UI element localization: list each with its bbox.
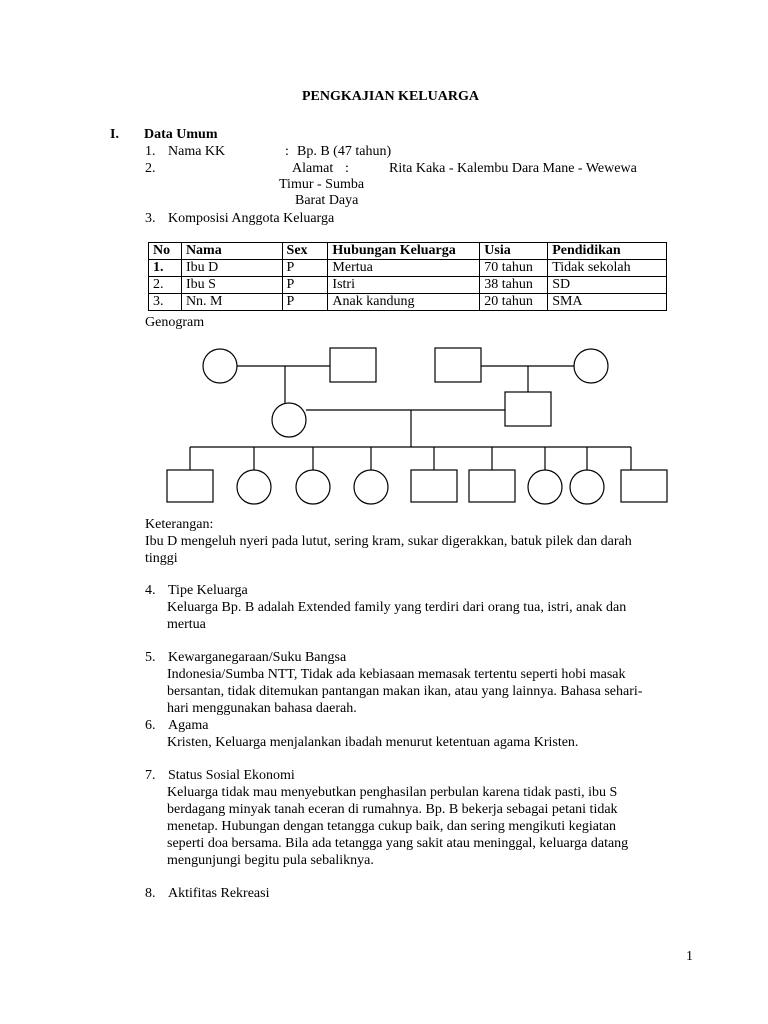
table-cell: 3. — [149, 294, 182, 311]
table-row — [149, 294, 667, 311]
table-header-row — [149, 243, 667, 260]
paragraph-line: hari menggunakan bahasa daerah. — [167, 701, 357, 716]
page-number: 1 — [686, 949, 693, 964]
paragraph-line: Indonesia/Sumba NTT, Tidak ada kebiasaan memasak tertentu seperti hobi masak — [167, 667, 626, 682]
section-number: I. — [110, 127, 119, 142]
child-male-symbol — [411, 470, 457, 502]
page-title: PENGKAJIAN KELUARGA — [302, 89, 479, 104]
paragraph-line: mengunjungi begitu pula sebaliknya. — [167, 853, 374, 868]
child-female-symbol — [354, 470, 388, 504]
section-heading-tipe-keluarga: Tipe Keluarga — [168, 583, 248, 598]
family-composition-table — [148, 242, 667, 311]
item-number: 3. — [145, 211, 156, 226]
table-row — [149, 260, 667, 277]
table-cell: 70 tahun — [480, 260, 548, 277]
table-cell: SMA — [548, 294, 667, 311]
table-cell: 1. — [149, 260, 182, 277]
table-cell: Ibu S — [181, 277, 282, 294]
column-header: No — [149, 243, 182, 260]
section-heading-aktifitas-rekreasi: Aktifitas Rekreasi — [168, 886, 270, 901]
child-male-symbol — [469, 470, 515, 502]
paragraph-line: Kristen, Keluarga menjalankan ibadah menurut ketentuan agama Kristen. — [167, 735, 579, 750]
table-cell: 38 tahun — [480, 277, 548, 294]
item-number: 1. — [145, 144, 156, 159]
paragraph-line: mertua — [167, 617, 206, 632]
table-cell: Istri — [328, 277, 480, 294]
table-cell: P — [282, 260, 328, 277]
child-female-symbol — [570, 470, 604, 504]
child-female-symbol — [296, 470, 330, 504]
paragraph-line: berdagang minyak tanah eceran di rumahnya. Bp. B bekerja sebagai petani tidak — [167, 802, 618, 817]
table-cell: SD — [548, 277, 667, 294]
paragraph-line: Keluarga tidak mau menyebutkan penghasilan perbulan karena tidak pasti, ibu S — [167, 785, 618, 800]
alamat-separator: : — [345, 161, 349, 176]
alamat-value-line2: Timur - Sumba — [279, 177, 365, 192]
section-heading: Data Umum — [144, 127, 218, 142]
paragraph-line: seperti doa bersama. Bila ada tetangga yang sakit atau meninggal, keluarga datang — [167, 836, 629, 851]
item-number: 7. — [145, 768, 156, 783]
section-heading-kewarganegaraan: Kewarganegaraan/Suku Bangsa — [168, 650, 347, 665]
column-header: Usia — [480, 243, 548, 260]
nama-kk-value: Bp. B (47 tahun) — [297, 144, 392, 159]
alamat-value-line1: Rita Kaka - Kalembu Dara Mane - Wewewa — [389, 161, 637, 176]
table-row — [149, 277, 667, 294]
table-cell: Anak kandung — [328, 294, 480, 311]
mother-female-symbol — [272, 403, 306, 437]
alamat-value-line3: Barat Daya — [295, 193, 359, 208]
section-heading-agama: Agama — [168, 718, 209, 733]
father-male-symbol — [505, 392, 551, 426]
column-header: Hubungan Keluarga — [328, 243, 480, 260]
table-cell: 20 tahun — [480, 294, 548, 311]
grandmother-female-symbol — [574, 349, 608, 383]
table-cell: Ibu D — [181, 260, 282, 277]
table-cell: Nn. M — [181, 294, 282, 311]
item-number: 6. — [145, 718, 156, 733]
table-cell: P — [282, 277, 328, 294]
table-cell: Tidak sekolah — [548, 260, 667, 277]
item-number: 5. — [145, 650, 156, 665]
paragraph-line: bersantan, tidak ditemukan pantangan makan ikan, atau yang lainnya. Bahasa sehari- — [167, 684, 643, 699]
genogram-label: Genogram — [145, 315, 205, 330]
item-number: 2. — [145, 161, 156, 176]
section-heading-status-sosial-ekonomi: Status Sosial Ekonomi — [168, 768, 295, 783]
paragraph-line: menetap. Hubungan dengan tetangga cukup baik, dan sering mengikuti kegiatan — [167, 819, 617, 834]
nama-kk-separator: : — [285, 144, 289, 159]
komposisi-label: Komposisi Anggota Keluarga — [168, 211, 335, 226]
genogram-diagram — [0, 330, 768, 520]
child-female-symbol — [237, 470, 271, 504]
table-cell: P — [282, 294, 328, 311]
alamat-label: Alamat — [292, 161, 334, 176]
keterangan-line: Ibu D mengeluh nyeri pada lutut, sering kram, sukar digerakkan, batuk pilek dan darah — [145, 534, 632, 549]
child-male-symbol — [621, 470, 667, 502]
grandfather-male-symbol — [330, 348, 376, 382]
keterangan-line: tinggi — [145, 551, 178, 566]
grandfather-male-symbol — [435, 348, 481, 382]
child-female-symbol — [528, 470, 562, 504]
child-male-symbol — [167, 470, 213, 502]
keterangan-label: Keterangan: — [145, 517, 214, 532]
item-number: 4. — [145, 583, 156, 598]
column-header: Sex — [282, 243, 328, 260]
table-cell: 2. — [149, 277, 182, 294]
nama-kk-label: Nama KK — [168, 144, 226, 159]
column-header: Pendidikan — [548, 243, 667, 260]
table-cell: Mertua — [328, 260, 480, 277]
grandmother-female-symbol — [203, 349, 237, 383]
item-number: 8. — [145, 886, 156, 901]
paragraph-line: Keluarga Bp. B adalah Extended family yang terdiri dari orang tua, istri, anak dan — [167, 600, 627, 615]
column-header: Nama — [181, 243, 282, 260]
